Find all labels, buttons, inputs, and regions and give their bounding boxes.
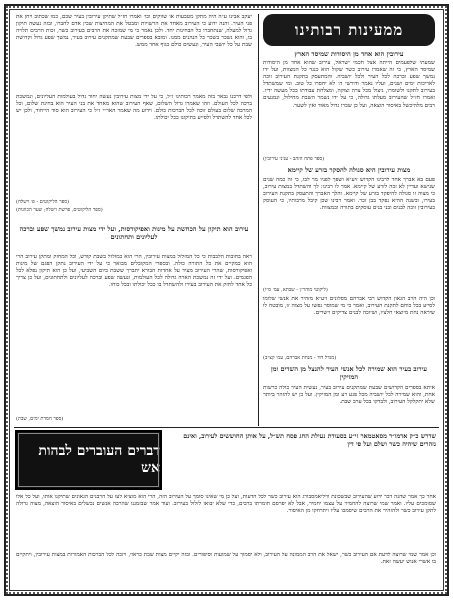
left-source-3: (ספר חמדת ימים, שבת)	[16, 416, 64, 422]
right-paragraph-2	[263, 177, 435, 285]
right-paragraph-4	[263, 385, 435, 425]
right-paragraph-4-text: איתא בספרים הקדושים שבעת שמתקנים עירוב בעיר, נעשית העיר כולה כרשות אחת, והוא שמירה לכל יושביה מכל פגע רע ומן המזיקין. ועל כן יש להזהר ביותר שלא יתקלקל העירוב, ולבדקו בכל ערב שבת.	[263, 385, 435, 406]
section-divider	[14, 427, 439, 428]
section-header: ממעינות רבותינו	[263, 14, 435, 46]
right-paragraph-1-text: שמעתי שלפעמים הייתה אצל חכמי ישראל, עירוב שהוא אחד מן היסודות שמיסד הארץ, כי זה שאמרו עירוב כשר שקול הוא כנגד כל המצוות, ועל ידו נמשך שפע וברכה לכל העיר ולכל יושביה. והמתעסק בתקנת העירוב זוכה לאריכות ימים ושנים, ועליו נאמר ודורשי ה׳ לא יחסרו כל טוב. ומי שמשתדל בעירוב לתקנו ולשומרו, ניצול מכל צרה וצוקה, ומצלחת עבודתו בכל מעשה ידיו. ואמרו חז״ל שהעירוב מעלתו גדולה, כי על ידו נשמר השבת מחילול, ונמנעים רבים מלהיכשל באיסור הוצאה, ועל כן שכרו גדול מאוד ואין לשער.	[263, 60, 435, 109]
right-source-1: (ספר פתח הזהב - עניני עירובין)	[263, 156, 325, 162]
right-subhead-1: עירובין הוא אחד מן היסודות שמיסד הארץ	[294, 50, 404, 58]
right-subhead-3: עירוב בעיר הוא שמירה לכל אנשי העיר להנצל מן השדים ומן המזיקין	[270, 365, 427, 382]
right-paragraph-1	[263, 60, 435, 155]
left-source-2: (ספר הליקוטים, פרשת וישלח; שער הכוונות)	[16, 207, 103, 213]
right-paragraph-3-text: וכן היה הרב הגאון הקדוש רבי אברהם מסלונים זיע״א מזהיר את אנשי שלומו לסייע בכל כוחם לתקנת העירוב, ואמר כי מי שמוסר נפשו על מצוה זו, מובטח לו שיראה נחת מיוצאי חלציו, ושיזכה לבנים צדיקים וישרים.	[263, 296, 435, 317]
right-source-2: (ליקוטי מוהר״ן - שבתא, עמ׳ ס״ו)	[263, 287, 328, 293]
left-paragraph-2-text: ולפי דרכנו נבאר בזה מאמר רבותינו ז״ל, כי על ידי מצות עירובין נעשה יחוד גדול בעולמות העליונים, ונמשכת ברכה לכל העולם. וזהו שאמרו גדול השלום, שאף העירוב שהוא מאחד את בני העיר הוא בחינת שלום, וכל המרבה שלום בעולם זוכה לכל הברכות כולם. וידוע מה שאמר האר״י ז״ל כי העירוב הוא סוד הייחוד, ולכן יש לכל אחד להשתדל ולסייע בתיקונו ככל יכולתו.	[16, 94, 252, 122]
bottom-paragraph-1	[16, 494, 436, 550]
left-source-1: (ספר הליקוטים - פ׳ וישלח)	[16, 199, 70, 205]
box-title-inner-border	[18, 433, 159, 487]
box-title: דברים העוברים לבהות אש	[15, 430, 162, 490]
left-paragraph-3-text: ראה בחובות הלבבות כי כל המזלזל במצות עירובין, הרי הוא כמזלזל בשבת קודש, וכל המחזק ומתקן עירוב הרי הוא כמקיים את כל התורה כולה. ובספרי המקובלים מבואר כי על ידי העירוב נתקן הפגם של מינות ואפיקורסות, שהרי העירוב מעיד על אחדות הבורא יתברך ששבת ביום השביעי, ועל כן הוא תיקון נפלא לכל הפגמים. ועל ידי זה נמשכת הארה גדולה לכל העולמות, ונעשה שפע וברכה לעליונים ולתחתונים, ועל כן צריך כל אחד לחזק את העירוב בעירו ולהשתדל בו ככל יכולתו ובכל כוחו.	[16, 254, 252, 289]
bottom-paragraph-2	[16, 552, 436, 586]
left-paragraph-1	[16, 14, 252, 92]
bottom-subhead: שדרש כ״ק אדמו״ר מסאטמאר זי״ע בסעודת נעילת החג פסח תש״ל, על אותן החוששים לעירוב, ואינם נזהרים שיהיה כשר ושלם ועל פי דין	[183, 432, 436, 448]
bottom-paragraph-1-text: אחר כך אמר שהנה דבר ידוע שהעירוב שבשכונת וויליאמסבורג הוא עירוב כשר לכל הדעות, ועל כן מי שאינו סומך על העירוב הזה, הרי הוא מוציא לעז על הרבנים הגאונים שתיקנו אותו, ועל כל אלו שסומכים עליו. ואמר שמי שרוצה להחמיר על עצמו יחמיר, אבל לא יפרסם חומרתו ברבים, כדי שלא יבואו לזלזל בעירוב. ועוד אמר שבזמננו שהרבה אנשים נכשלים באיסור הוצאה, מצוה גדולה לתקן עירוב כשר ולהזהיר את הרבים שיסמכו עליו ויתרחקו מן האיסור.	[16, 494, 436, 515]
bottom-paragraph-2-text: וכן אמר שמי שרוצה לדעת אם העירוב כשר, ישאל את הרב הממונה על העירוב, ולא יסמוך על שמועות וסיפורים. ובזה יקיים מצות שבת כראוי, ויזכה לכל הברכות האמורות במצות עירובין, ויתקיים בו אשרי אנוש יעשה זאת.	[16, 552, 436, 566]
left-subhead: עירוב הוא תיקון על הכחשת על מינות ואפיקורסות, ועל ידי מצות עירוב נמשך שפע וברכה לעליונים ותחתונים	[19, 225, 249, 242]
right-subhead-2: מצות עירובין היא סגולה להסקר בזרע של קיימא	[287, 166, 411, 174]
right-paragraph-2-text: פעם בא אברך אחד לרבינו הקדוש זיע״א ושפך לפניו מר לבו, כי זה כמה שנים שנישא ועדיין לא זכה לזרע של קיימא. אמר לו רבינו: לך והשתדל במצות עירוב, כי מצוה זו סגולה להיפקד בזרע של קיימא. והלך האברך והתעסק בתקנת העירוב בעירו, ובשנה ההיא נפקד בבן זכר. ואמר רבינו שכן קיבל מרבותיו, כי העוסק בעירובין זוכה לבנים ובני בנים עוסקים בתורה ובמצוות.	[263, 177, 435, 212]
column-divider	[258, 14, 259, 426]
right-source-3: (מגדל דוד - מנחת אברהם, עמ׳ קצ״ב)	[263, 355, 337, 361]
right-paragraph-3	[263, 296, 435, 354]
left-paragraph-1-text: יעקב אבינו ע״ה היה מתקן מטבעות או שווקים וכו׳ ואמרו חז״ל שתיקן עירובין בעיר שכם, כמו שכתוב ויחן את פני העיר. והנה ידוע כי העירוב מאחד את הרשויות ומבטל את המחיצות שבין אדם לחברו, ובזה נעשה תיקון גדול למעלה, שנתחברו כל הבחינות יחד. ולכן נאמר כי מי שמזכה את הרבים בעירוב כשר, זכות הרבים תלויה בו, והוא נשכר בשכר כל הנהנים ממנו. ומובא בספרים שבעת שמתקנים עירוב בעיר, נמשך שפע גדול וקדושת שבת על כל יושבי העיר, ונעשים כולם כגוף אחד ממש.	[16, 14, 252, 49]
left-paragraph-3	[16, 254, 252, 414]
left-paragraph-2	[16, 94, 252, 198]
